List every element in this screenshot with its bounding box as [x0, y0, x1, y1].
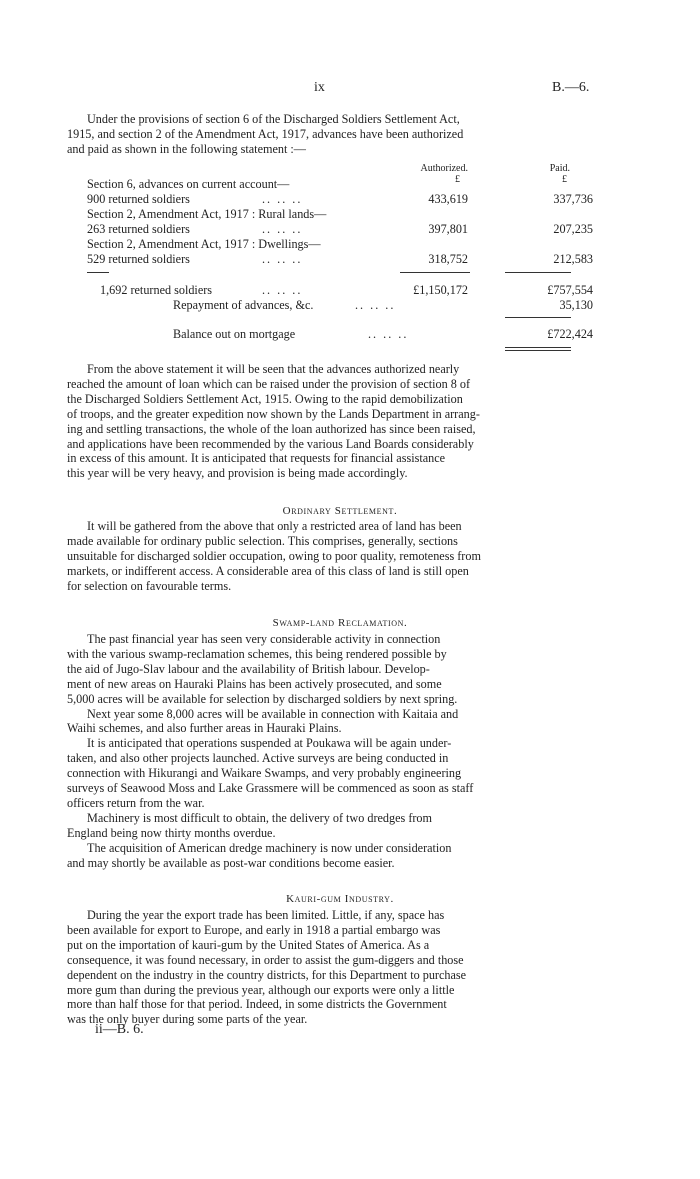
- row-label: Section 2, Amendment Act, 1917 : Rural lands—: [87, 207, 327, 221]
- leader-dots: .. .. ..: [262, 192, 303, 206]
- leader-dots: .. .. ..: [262, 252, 303, 266]
- column-header-paid: Paid.: [549, 163, 570, 174]
- text-line: dependent on the industry in the country districts, for this Department to purchase: [67, 967, 467, 982]
- paid-value: 337,736: [553, 192, 593, 206]
- intro-paragraph: [67, 112, 593, 157]
- text-line: Waihi schemes, and also further areas in Hauraki Plains.: [67, 721, 342, 736]
- text-line: Under the provisions of section 6 of the Discharged Soldiers Settlement Act,: [87, 112, 460, 126]
- paid-value: 207,235: [553, 222, 593, 236]
- authorized-value: 433,619: [428, 192, 468, 206]
- text-line: been available for export to Europe, and early in 1918 a partial embargo was: [67, 922, 441, 937]
- authorized-value: 318,752: [428, 252, 468, 266]
- table-rule: [87, 272, 109, 273]
- text-line: and paid as shown in the following statement :—: [67, 141, 306, 156]
- total-authorized: £1,150,172: [413, 283, 468, 297]
- text-line: for selection on favourable terms.: [67, 578, 232, 593]
- text-line: reached the amount of loan which can be raised under the provision of section 8 of: [67, 376, 471, 391]
- text-line: markets, or indifferent access. A considerable area of this class of land is still open: [67, 563, 469, 578]
- paragraph-loan: [67, 362, 593, 481]
- text-line: of troops, and the greater expedition now shown by the Lands Department in arrang-: [67, 406, 480, 421]
- text-line: with the various swamp-reclamation schemes, this being rendered possible by: [67, 646, 447, 661]
- statement-row: [87, 207, 593, 222]
- text-line: taken, and also other projects launched. Active surveys are being conducted in: [67, 751, 449, 766]
- repayment-paid: 35,130: [559, 298, 593, 312]
- text-line: and applications have been recommended by the various Land Boards considerably: [67, 436, 474, 451]
- double-rule-bottom: [505, 350, 571, 351]
- text-line: made available for ordinary public selection. This comprises, generally, sections: [67, 533, 458, 548]
- text-line: 1915, and section 2 of the Amendment Act, 1917, advances have been authorized: [67, 126, 464, 141]
- paragraph-ordinary: [67, 519, 593, 594]
- text-line: was the only buyer during some parts of the year.: [67, 1012, 308, 1027]
- balance-label: Balance out on mortgage: [173, 327, 296, 341]
- text-line: surveys of Seawood Moss and Lake Grassmere will be commenced as soon as staff: [67, 781, 474, 796]
- table-rule: [505, 317, 571, 318]
- repayment-label: Repayment of advances, &c.: [173, 298, 314, 312]
- column-header-authorized: Authorized.: [420, 163, 468, 174]
- statement-repayment-row: [87, 298, 593, 313]
- total-paid: £757,554: [547, 283, 593, 297]
- leader-dots: .. .. ..: [368, 327, 409, 341]
- heading-swamp-land: Swamp-land Reclamation.: [272, 617, 408, 629]
- statement-row: [87, 252, 593, 267]
- text-line: From the above statement it will be seen that the advances authorized nearly: [87, 362, 460, 376]
- text-line: consequence, it was found necessary, in order to assist the gum-diggers and those: [67, 952, 464, 967]
- statement-balance-row: [87, 327, 593, 342]
- text-line: ment of new areas on Hauraki Plains has been actively prosecuted, and some: [67, 676, 442, 691]
- total-label: 1,692 returned soldiers: [100, 283, 213, 297]
- text-line: this year will be very heavy, and provision is being made accordingly.: [67, 466, 408, 481]
- row-label: Section 2, Amendment Act, 1917 : Dwellings—: [87, 237, 321, 251]
- text-line: Next year some 8,000 acres will be available in connection with Kaitaia and: [87, 706, 459, 721]
- text-line: Machinery is most difficult to obtain, the delivery of two dredges from: [87, 810, 433, 825]
- text-line: the aid of Jugo-Slav labour and the availability of British labour. Develop-: [67, 661, 430, 676]
- text-line: During the year the export trade has been limited. Little, if any, space has: [87, 908, 445, 922]
- currency-authorized: £: [455, 174, 460, 185]
- statement-row: [87, 192, 593, 207]
- text-line: more gum than during the previous year, although our exports were only a little: [67, 982, 455, 997]
- text-line: connection with Hikurangi and Waikare Swamps, and very probably engineering: [67, 766, 462, 781]
- row-label: Section 6, advances on current account—: [87, 177, 290, 191]
- text-line: and may shortly be available as post-war conditions become easier.: [67, 855, 395, 870]
- double-rule-top: [505, 347, 571, 348]
- paragraph-kauri: [67, 908, 593, 1027]
- leader-dots: .. .. ..: [262, 283, 303, 297]
- balance-paid: £722,424: [547, 327, 593, 341]
- text-line: ing and settling transactions, the whole of the loan authorized has since been raised,: [67, 421, 476, 436]
- statement-row: [87, 237, 593, 252]
- text-line: The acquisition of American dredge machinery is now under consideration: [87, 840, 452, 855]
- row-label: 529 returned soldiers: [87, 252, 190, 266]
- paragraph-swamp: [67, 632, 593, 871]
- text-line: It is anticipated that operations suspended at Poukawa will be again under-: [87, 736, 452, 751]
- leader-dots: .. .. ..: [262, 222, 303, 236]
- row-label: 263 returned soldiers: [87, 222, 190, 236]
- paid-value: 212,583: [553, 252, 593, 266]
- document-reference: B.—6.: [552, 80, 590, 95]
- currency-paid: £: [562, 174, 567, 185]
- page-footer: ii—B. 6.: [95, 1022, 144, 1037]
- row-label: 900 returned soldiers: [87, 192, 190, 206]
- table-rule: [400, 272, 470, 273]
- heading-ordinary-settlement: Ordinary Settlement.: [282, 505, 398, 517]
- text-line: The past financial year has seen very considerable activity in connection: [87, 632, 441, 646]
- text-line: the Discharged Soldiers Settlement Act, 1915. Owing to the rapid demobilization: [67, 391, 463, 406]
- text-line: more than half those for that period. Indeed, in some districts the Government: [67, 997, 447, 1012]
- text-line: in excess of this amount. It is anticipated that requests for financial assistance: [67, 451, 446, 466]
- text-line: put on the importation of kauri-gum by the United States of America. As a: [67, 937, 430, 952]
- statement-row: [87, 177, 593, 192]
- table-rule: [505, 272, 571, 273]
- page-number: ix: [314, 80, 325, 95]
- text-line: unsuitable for discharged soldier occupation, owing to poor quality, remoteness from: [67, 548, 481, 563]
- statement-total-row: [87, 283, 593, 298]
- heading-kauri-gum: Kauri-gum Industry.: [286, 893, 394, 905]
- authorized-value: 397,801: [428, 222, 468, 236]
- text-line: England being now thirty months overdue.: [67, 825, 276, 840]
- text-line: officers return from the war.: [67, 795, 205, 810]
- text-line: It will be gathered from the above that only a restricted area of land has been: [87, 519, 462, 533]
- leader-dots: .. .. ..: [355, 298, 396, 312]
- statement-row: [87, 222, 593, 237]
- text-line: 5,000 acres will be available for selection by discharged soldiers by next spring.: [67, 691, 458, 706]
